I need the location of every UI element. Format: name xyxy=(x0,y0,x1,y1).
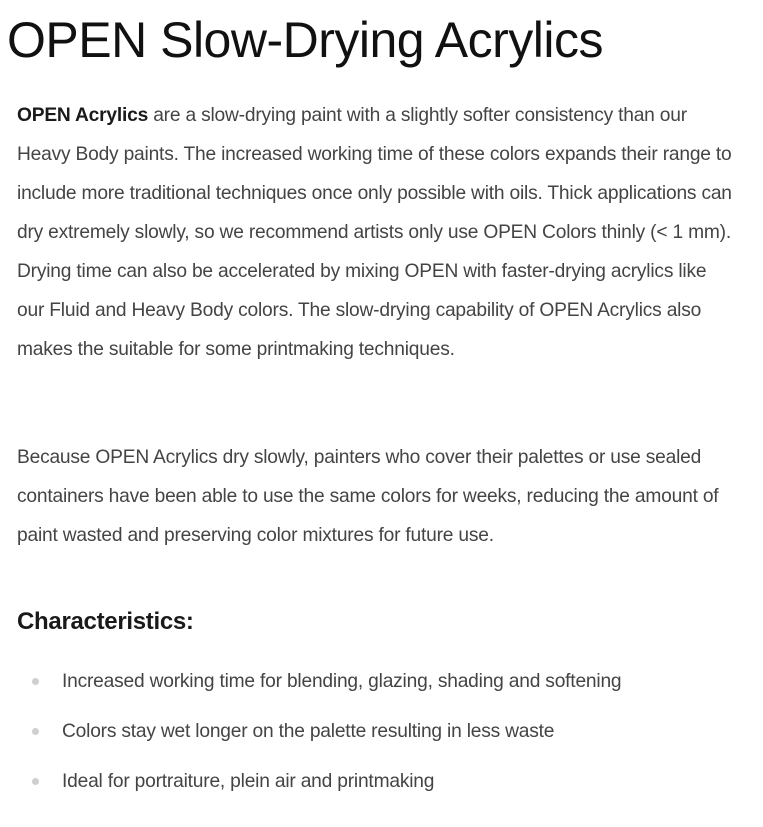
intro-lead: OPEN Acrylics xyxy=(17,105,149,126)
list-item xyxy=(0,710,763,760)
list-item xyxy=(0,660,763,710)
characteristics-heading: Characteristics: xyxy=(17,608,194,635)
page-title: OPEN Slow-Drying Acrylics xyxy=(7,12,603,68)
intro-paragraph xyxy=(17,96,732,369)
list-item-text: Colors stay wet longer on the palette resulting in less waste xyxy=(62,721,555,742)
second-paragraph: Because OPEN Acrylics dry slowly, painters who cover their palettes or use sealed containers have been able to use the same colors for weeks, reducing the amount of paint wasted and preserving color mixtures for future use. xyxy=(17,447,719,546)
list-item xyxy=(0,760,763,810)
list-item-text: Ideal for portraiture, plein air and printmaking xyxy=(62,771,435,792)
bullet-dot-icon xyxy=(32,678,39,685)
bullet-dot-icon xyxy=(32,728,39,735)
list-item-text: Increased working time for blending, glazing, shading and softening xyxy=(62,671,622,692)
intro-body: are a slow-drying paint with a slightly softer consistency than our Heavy Body paints. The increased working time of these colors expands their range to include more traditional techniques once only possible with oils. Thick applications can dry extremely slowly, so we recommend artists only use OPEN Colors thinly (< 1 mm). Drying time can also be accelerated by mixing OPEN with faster-drying acrylics like our Fluid and Heavy Body colors. The slow-drying capability of OPEN Acrylics also makes the suitable for some printmaking techniques. xyxy=(17,105,732,360)
bullet-dot-icon xyxy=(32,778,39,785)
characteristics-list xyxy=(0,660,763,810)
